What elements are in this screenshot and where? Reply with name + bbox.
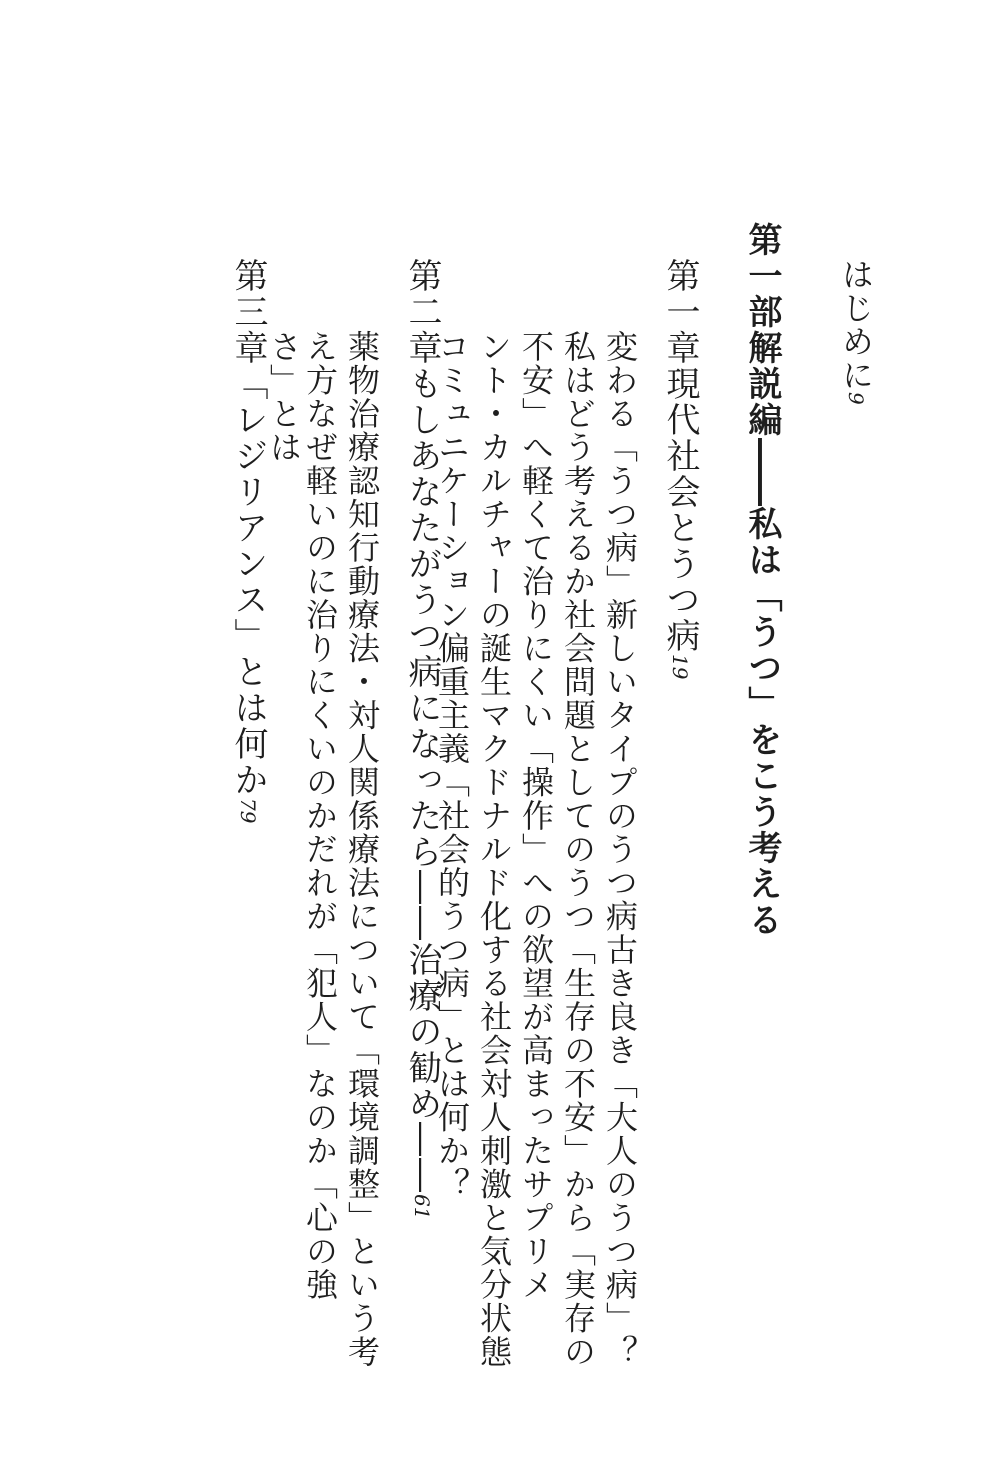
chapter2-section: さ」とは: [265, 330, 303, 464]
chapter2-number: 第二章: [402, 258, 442, 366]
chapter1-section-line: [556, 330, 600, 1369]
chapter1-section: 新しいタイプのうつ病: [601, 598, 639, 933]
chapter2-section: なぜ軽いのに治りにくいのか: [301, 397, 339, 833]
chapter1-section: 社会問題としてのうつ: [559, 598, 597, 933]
chapter3-title: 「レジリアンス」とは何か: [228, 366, 268, 798]
chapter2-section-line: [265, 330, 303, 464]
part1-subtitle: 私は「うつ」をこう考える: [742, 506, 782, 938]
chapter1-section: 「生存の不安」から「実存の: [559, 933, 597, 1369]
part1-dash: ――: [742, 438, 782, 506]
chapter1-section: 変わる「うつ病」: [601, 330, 639, 598]
chapter2-section: 「心の強: [301, 1167, 339, 1302]
chapter2-section-line: [298, 330, 342, 1302]
chapter3-page-number: 79: [236, 798, 260, 824]
toc-chapter1[interactable]: [662, 258, 698, 679]
chapter1-section-line: [514, 330, 558, 1302]
chapter1-section: 「操作」への欲望が高まった: [517, 732, 555, 1168]
part1-number: 第一部: [742, 222, 782, 330]
chapter1-section: 不安」へ: [517, 330, 555, 464]
chapter2-subtitle: ――治療の勧め――: [402, 870, 442, 1194]
chapter3-number: 第三章: [228, 258, 268, 366]
intro-page-number: 9: [844, 392, 868, 405]
chapter1-section: 「社会的うつ病」とは何か？: [433, 765, 471, 1201]
chapter1-section-line: [598, 330, 642, 1369]
toc-chapter3[interactable]: [230, 258, 266, 823]
chapter2-section: え方: [301, 330, 339, 397]
chapter2-section: 認知行動療法・対人関係療法について: [343, 464, 381, 1034]
chapter2-section: 薬物治療: [343, 330, 381, 464]
toc-intro[interactable]: [838, 258, 874, 405]
chapter1-section: 古き良き「大人のうつ病」？: [601, 933, 639, 1369]
toc-part1[interactable]: [740, 222, 784, 938]
chapter1-title: 現代社会とうつ病: [660, 366, 700, 654]
chapter2-page-number: 61: [410, 1194, 434, 1220]
toc-chapter2[interactable]: [404, 258, 440, 1219]
chapter1-number: 第一章: [660, 258, 700, 366]
chapter1-section: ント・カルチャーの誕生: [475, 330, 513, 699]
part1-title: 解説編: [742, 330, 782, 438]
chapter1-section: 私はどう考えるか: [559, 330, 597, 598]
chapter1-section: 対人刺激と気分状態: [475, 1067, 513, 1369]
chapter1-section: マクドナルド化する社会: [475, 698, 513, 1067]
chapter2-section: だれが「犯人」なのか: [301, 832, 339, 1168]
intro-label: はじめに: [837, 258, 875, 392]
chapter1-section: サプリメ: [517, 1167, 555, 1302]
chapter2-section: 「環境調整」という考: [343, 1033, 381, 1369]
chapter2-section-line: [340, 330, 384, 1369]
chapter1-section: 軽くて治りにくい: [517, 464, 555, 732]
chapter1-section-line: [472, 330, 516, 1369]
chapter1-page-number: 19: [668, 654, 692, 680]
chapter1-section: コミュニケーション偏重主義: [433, 330, 471, 766]
chapter2-title: もしあなたがうつ病になったら: [402, 366, 442, 870]
